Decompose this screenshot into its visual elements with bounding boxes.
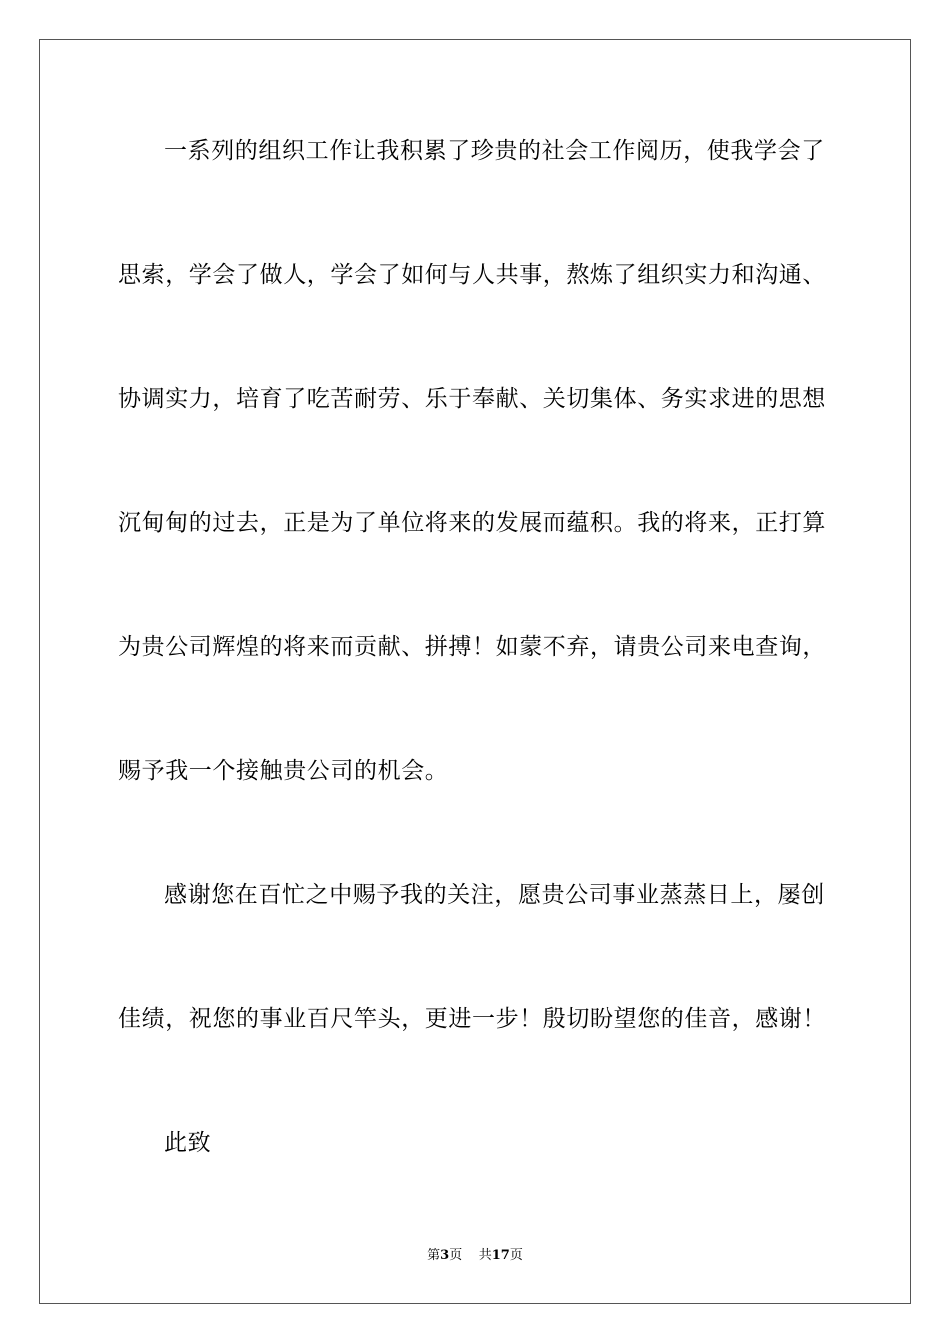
page-footer <box>0 1247 950 1265</box>
paragraph-line: 沉甸甸的过去，正是为了单位将来的发展而蕴积。我的将来，正打算 <box>118 510 826 536</box>
paragraph-line: 一系列的组织工作让我积累了珍贵的社会工作阅历，使我学会了 <box>164 138 825 164</box>
total-pages: 17 <box>491 1248 510 1263</box>
page-border <box>39 39 911 1304</box>
paragraph-line: 感谢您在百忙之中赐予我的关注，愿贵公司事业蒸蒸日上，屡创 <box>164 882 825 908</box>
closing-salutation: 此致 <box>164 1130 212 1156</box>
paragraph-line: 为贵公司辉煌的将来而贡献、拼搏！如蒙不弃，请贵公司来电查询， <box>118 634 826 660</box>
page-number: 3 <box>440 1248 450 1263</box>
total-prefix: 共 <box>478 1248 492 1263</box>
page-suffix: 页 <box>449 1248 463 1263</box>
paragraph-line: 佳绩，祝您的事业百尺竿头，更进一步！殷切盼望您的佳音，感谢！ <box>118 1006 826 1032</box>
page-prefix: 第 <box>427 1248 441 1263</box>
paragraph-line: 思索，学会了做人，学会了如何与人共事，熬炼了组织实力和沟通、 <box>118 262 826 288</box>
paragraph-line: 赐予我一个接触贵公司的机会。 <box>118 758 449 784</box>
total-suffix: 页 <box>509 1248 523 1263</box>
paragraph-line: 协调实力，培育了吃苦耐劳、乐于奉献、关切集体、务实求进的思想 <box>118 386 826 412</box>
